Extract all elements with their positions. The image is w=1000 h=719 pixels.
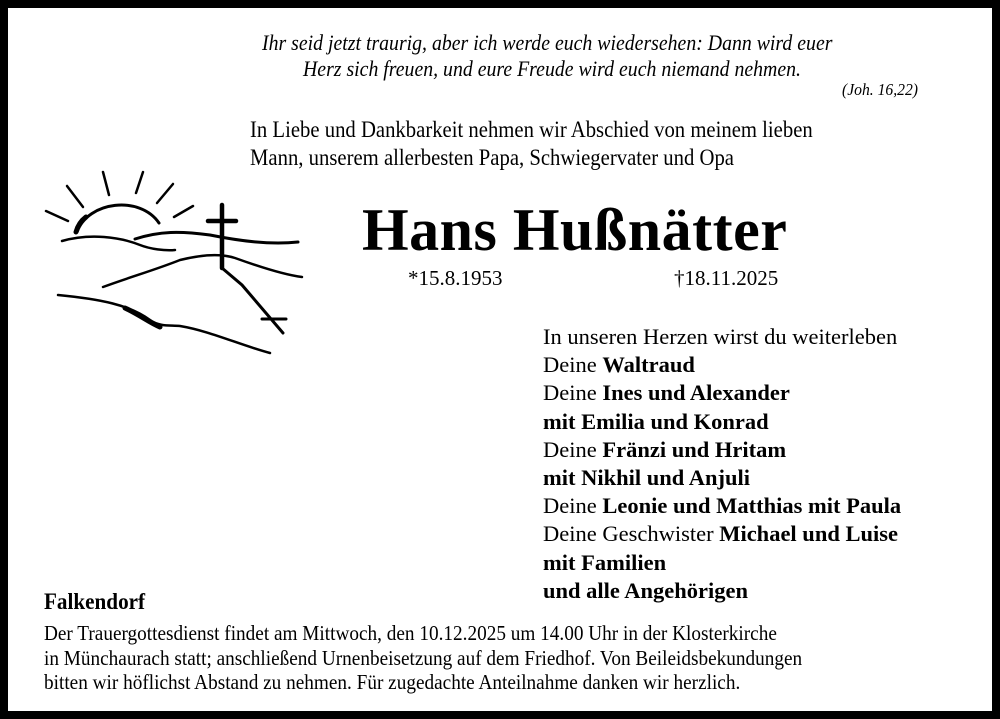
intro-line-2: Mann, unserem allerbesten Papa, Schwiegervater und Opa [250, 145, 734, 170]
intro-line-1: In Liebe und Dankbarkeit nehmen wir Abschied von meinem lieben [250, 117, 813, 142]
mourner-row [543, 351, 901, 379]
mourner-names: und alle Angehörigen [543, 577, 749, 603]
birth-date: *15.8.1953 [408, 266, 503, 290]
verse-reference: (Joh. 16,22) [842, 80, 919, 99]
mourner-row [543, 492, 901, 520]
service-line-1: Der Trauergottesdienst findet am Mittwoch, den 10.12.2025 um 14.00 Uhr in der Klosterkirche [44, 621, 777, 645]
mourner-row [543, 379, 901, 407]
mourner-names: mit Emilia und Konrad [543, 408, 769, 434]
place-name: Falkendorf [44, 589, 146, 614]
mourner-names: Fränzi und Hritam [602, 436, 787, 462]
deceased-name: Hans Hußnätter [362, 197, 788, 263]
mourner-names: mit Nikhil und Anjuli [543, 465, 750, 491]
mourner-row [543, 436, 901, 464]
mourner-names: Ines und Alexander [602, 380, 790, 406]
mourner-row [543, 577, 901, 605]
mourners-heading: In unseren Herzen wirst du weiterleben [543, 324, 898, 349]
service-line-3: bitten wir höflichst Abstand zu nehmen. Für zugedachte Anteilnahme danken wir herzlich. [44, 670, 741, 694]
mourner-names: Leonie und Matthias mit Paula [602, 493, 902, 519]
mourner-names: mit Familien [543, 549, 667, 575]
service-line-2: in Münchaurach statt; anschließend Urnenbeisetzung auf dem Friedhof. Von Beileidsbekundungen [44, 645, 803, 670]
mourner-row [543, 549, 901, 577]
mourner-prefix: Deine [543, 436, 603, 462]
intro-text [250, 116, 813, 172]
mourner-row [543, 464, 901, 492]
mourner-row [543, 520, 901, 548]
mourner-names: Waltraud [602, 352, 695, 378]
mourner-names: Michael und Luise [719, 521, 898, 547]
mourner-row [543, 408, 901, 436]
mourner-prefix: Deine [543, 352, 603, 378]
mourner-prefix: Deine [543, 380, 603, 406]
verse-line-2: Herz sich freuen, und eure Freude wird euch niemand nehmen. [303, 56, 802, 81]
mourners-list [543, 323, 901, 605]
mourner-prefix: Deine [543, 493, 603, 519]
verse-line-1: Ihr seid jetzt traurig, aber ich werde euch wiedersehen: Dann wird euer [262, 30, 833, 55]
death-date: †18.11.2025 [674, 266, 779, 290]
mourner-prefix: Deine Geschwister [543, 521, 720, 547]
service-notice [44, 621, 802, 695]
sun-hills-cross-icon [40, 165, 310, 360]
